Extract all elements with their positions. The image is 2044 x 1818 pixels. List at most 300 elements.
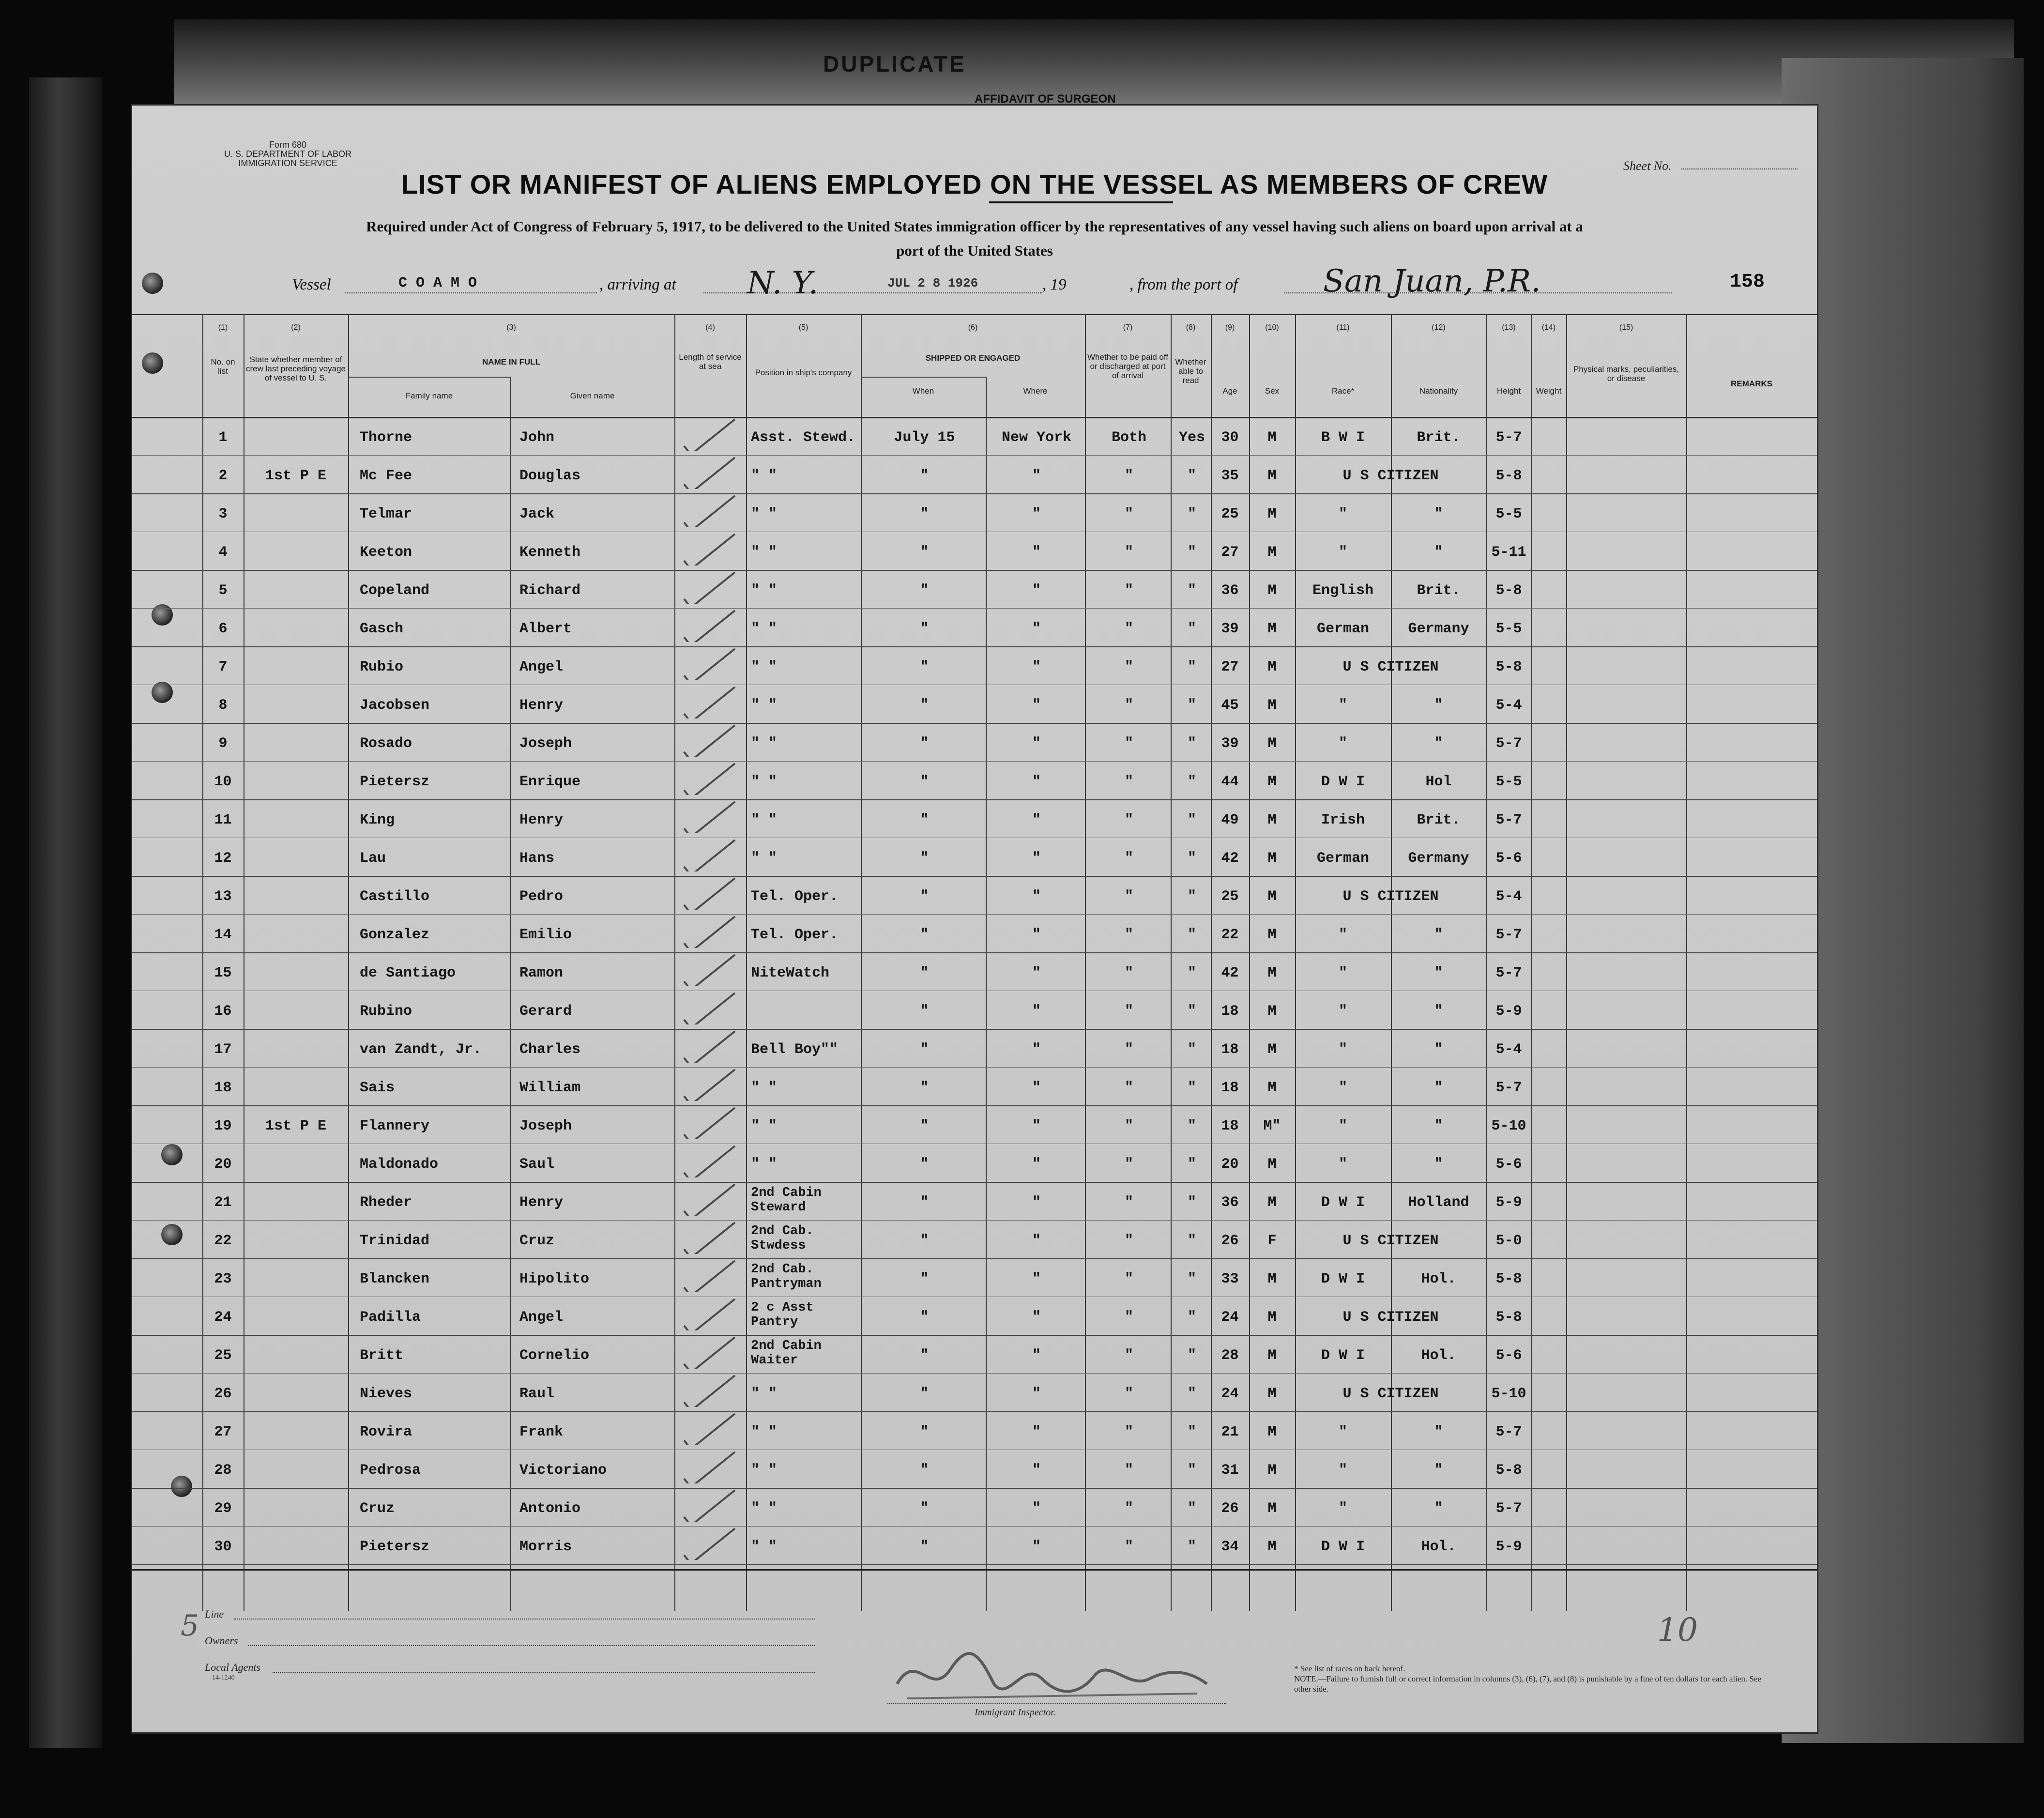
cell-age: 26 [1221,1233,1239,1249]
column-number: (15) [1619,323,1633,332]
column-number: (8) [1186,323,1196,332]
cell-sex: M" [1263,1118,1281,1134]
cell-given: Saul [519,1156,555,1173]
cell-nationality: " [1434,1080,1443,1096]
cell-family: Thorne [360,429,412,446]
cell-position: Asst. Stewd. [751,429,856,446]
cell-race: " [1338,1424,1347,1440]
cell-read: " [1187,468,1196,484]
cell-given: Victoriano [519,1462,607,1479]
header-sex: Sex [1265,386,1280,396]
cell-age: 18 [1221,1041,1239,1058]
cell-height: 5-8 [1495,1271,1522,1287]
cell-where: " [1032,812,1041,828]
cell-when: " [920,927,929,943]
cell-nationality: " [1434,1156,1443,1173]
cell-height: 5-7 [1495,927,1522,943]
cell-when: " [920,1233,929,1249]
cell-read: " [1187,1118,1196,1134]
cell-read: " [1187,1462,1196,1479]
cell-read: Yes [1178,429,1205,446]
table-row [132,1450,1817,1488]
cell-nationality: " [1434,735,1443,752]
cell-when: " [920,1271,929,1287]
vessel-label: Vessel [292,276,331,293]
cell-no: 15 [214,965,232,981]
table-row [132,1067,1817,1105]
cell-sex: M [1267,1003,1277,1020]
cell-no: 23 [214,1271,232,1287]
cell-paid: " [1124,1462,1133,1479]
row-divider [132,1564,1817,1565]
cell-paid: " [1124,735,1133,752]
header-age: Age [1222,386,1237,396]
cell-age: 35 [1221,468,1239,484]
cell-given: Henry [519,812,564,828]
check-mark-icon [674,723,742,757]
column-number: (4) [705,323,715,332]
cell-nationality: Brit. [1417,429,1461,446]
check-mark-icon [674,1297,742,1330]
cell-family: Gonzalez [360,927,430,943]
cell-race: " [1338,1156,1347,1173]
cell-race: " [1338,697,1347,714]
check-mark-icon [674,1488,742,1522]
cell-family: Padilla [360,1309,421,1326]
cell-age: 49 [1221,812,1239,828]
name-subheader-line [348,377,510,378]
cell-read: " [1187,659,1196,675]
cell-sex: M [1267,621,1277,637]
cell-where: " [1032,1194,1041,1211]
cell-position: 2nd Cabin Steward [751,1186,822,1215]
header-able-to-read: Whether able to read [1175,357,1206,385]
cell-age: 44 [1221,774,1239,790]
cell-age: 25 [1221,888,1239,905]
cell-age: 22 [1221,927,1239,943]
cell-paid: " [1124,927,1133,943]
owners-signature-line [248,1645,815,1646]
column-number: (9) [1225,323,1235,332]
table-row [132,685,1817,723]
table-row [132,1297,1817,1335]
cell-age: 31 [1221,1462,1239,1479]
cell-race: " [1338,1500,1347,1517]
header-previous-voyage: State whether member of crew last preceding voyage of vessel to U. S. [246,355,346,382]
table-row [132,838,1817,876]
table-row [132,1105,1817,1144]
cell-where: " [1032,1080,1041,1096]
cell-family: Castillo [360,888,430,905]
cell-when: " [920,582,929,599]
check-mark-icon [674,608,742,642]
cell-height: 5-4 [1495,888,1522,905]
cell-read: " [1187,1156,1196,1173]
cell-no: 26 [214,1386,232,1402]
cell-nationality: " [1434,697,1443,714]
page-number: 158 [1730,271,1765,293]
cell-age: 26 [1221,1500,1239,1517]
table-top-border [132,314,1817,315]
header-when: When [912,386,934,396]
cell-family: Rovira [360,1424,412,1440]
cell-position: " " [751,582,778,599]
cell-nationality: " [1434,1003,1443,1020]
cell-age: 18 [1221,1080,1239,1096]
cell-paid: " [1124,812,1133,828]
cell-age: 25 [1221,506,1239,522]
cell-nationality: " [1434,506,1443,522]
cell-age: 20 [1221,1156,1239,1173]
cell-race: " [1338,735,1347,752]
header-name-in-full: NAME IN FULL [482,357,540,367]
cell-where: " [1032,1118,1041,1134]
cell-no: 28 [214,1462,232,1479]
cell-paid: " [1124,544,1133,561]
cell-read: " [1187,1041,1196,1058]
check-mark-icon [674,1220,742,1254]
cell-race: " [1338,1003,1347,1020]
cell-read: " [1187,965,1196,981]
owners-label: Owners [205,1635,238,1647]
cell-position: " " [751,812,778,828]
cell-nationality: Holland [1408,1194,1469,1211]
cell-race: " [1338,927,1347,943]
table-bottom-border [132,1569,1817,1571]
cell-sex: M [1267,774,1277,790]
cell-family: de Santiago [360,965,456,981]
cell-read: " [1187,888,1196,905]
cell-sex: M [1267,506,1277,522]
cell-sex: M [1267,1386,1277,1402]
cell-where: " [1032,544,1041,561]
cell-sex: M [1267,735,1277,752]
form-title: LIST OR MANIFEST OF ALIENS EMPLOYED ON THE VESSEL AS MEMBERS OF CREW [401,169,1548,199]
cell-where: " [1032,659,1041,675]
cell-race: D W I [1321,1271,1365,1287]
header-nationality: Nationality [1419,386,1458,396]
table-row [132,914,1817,952]
check-mark-icon [674,532,742,565]
cell-no: 13 [214,888,232,905]
cell-position: " " [751,1080,778,1096]
column-number: (6) [968,323,978,332]
cell-paid: " [1124,1194,1133,1211]
cell-nationality: Brit. [1417,582,1461,599]
table-row [132,952,1817,991]
cell-given: Angel [519,659,564,675]
check-mark-icon [674,1373,742,1407]
title-underline [989,201,1173,203]
table-row [132,799,1817,838]
cell-paid: Both [1111,429,1146,446]
cell-nationality: " [1434,1500,1443,1517]
cell-no: 2 [218,468,228,484]
cell-position: NiteWatch [751,965,830,981]
cell-no: 5 [218,582,228,599]
vessel-name-line [345,292,597,293]
inspector-label: Immigrant Inspector. [975,1707,1056,1718]
cell-read: " [1187,1233,1196,1249]
cell-sex: M [1267,544,1277,561]
cell-when: " [920,1386,929,1402]
cell-age: 28 [1221,1347,1239,1364]
cell-paid: " [1124,1271,1133,1287]
cell-when: " [920,659,929,675]
header-weight: Weight [1536,386,1562,396]
cell-age: 36 [1221,1194,1239,1211]
cell-race: D W I [1321,1347,1365,1364]
check-mark-icon [674,1258,742,1292]
cell-no: 18 [214,1080,232,1096]
header-race: Race* [1331,386,1355,396]
cell-height: 5-6 [1495,850,1522,867]
cell-no: 4 [218,544,228,561]
cell-height: 5-8 [1495,468,1522,484]
cell-age: 27 [1221,544,1239,561]
cell-paid: " [1124,774,1133,790]
cell-position: " " [751,774,778,790]
cell-given: Gerard [519,1003,572,1020]
cell-nationality: " [1434,1462,1443,1479]
cell-paid: " [1124,1080,1133,1096]
cell-read: " [1187,1539,1196,1555]
cell-when: " [920,468,929,484]
cell-height: 5-5 [1495,621,1522,637]
cell-position: " " [751,1118,778,1134]
table-row [132,1258,1817,1297]
header-position: Position in ship's company [755,368,852,377]
cell-paid: " [1124,1500,1133,1517]
cell-position: " " [751,1462,778,1479]
cell-when: " [920,965,929,981]
cell-given: Charles [519,1041,581,1058]
cell-when: " [920,697,929,714]
cell-when: " [920,621,929,637]
cell-where: " [1032,735,1041,752]
cell-no: 27 [214,1424,232,1440]
header-no-on-list: No. on list [211,357,235,376]
cell-read: " [1187,582,1196,599]
year-label: , 19 [1042,276,1067,293]
cell-family: Rosado [360,735,412,752]
cell-height: 5-7 [1495,1080,1522,1096]
cell-race: " [1338,965,1347,981]
cell-nationality: " [1434,1118,1443,1134]
cell-where: " [1032,1309,1041,1326]
arrival-date-stamp: JUL 2 8 1926 [887,276,978,290]
cell-family: Mc Fee [360,468,412,484]
cell-height: 5-0 [1495,1233,1522,1249]
cell-when: " [920,812,929,828]
cell-no: 8 [218,697,228,714]
table-row [132,1182,1817,1220]
cell-height: 5-11 [1491,544,1526,561]
cell-paid: " [1124,1424,1133,1440]
local-agents-label: Local Agents [205,1661,261,1673]
cell-where: " [1032,850,1041,867]
cell-family: Jacobsen [360,697,430,714]
cell-family: Gasch [360,621,404,637]
cell-paid: " [1124,621,1133,637]
cell-where: " [1032,1424,1041,1440]
cell-where: " [1032,506,1041,522]
cell-race: U S CITIZEN [1342,1386,1439,1402]
cell-when: " [920,888,929,905]
check-mark-icon [674,1067,742,1101]
cell-race: U S CITIZEN [1342,888,1439,905]
check-mark-icon [674,799,742,833]
cell-race: " [1338,1462,1347,1479]
cell-paid: " [1124,468,1133,484]
header-height: Height [1496,386,1521,396]
cell-where: " [1032,468,1041,484]
cell-height: 5-7 [1495,735,1522,752]
cell-paid: " [1124,1156,1133,1173]
cell-when: July 15 [894,429,955,446]
cell-read: " [1187,544,1196,561]
table-row [132,570,1817,608]
cell-height: 5-7 [1495,1500,1522,1517]
cell-race: German [1316,621,1370,637]
column-number: (10) [1265,323,1279,332]
cell-sex: M [1267,1347,1277,1364]
cell-when: " [920,1347,929,1364]
cell-sex: M [1267,468,1277,484]
check-mark-icon [674,455,742,489]
cell-no: 22 [214,1233,232,1249]
affidavit-of-surgeon-label: AFFIDAVIT OF SURGEON [975,92,1116,106]
check-mark-icon [674,1450,742,1483]
cell-paid: " [1124,1118,1133,1134]
cell-position: " " [751,1539,778,1555]
cell-sex: M [1267,812,1277,828]
cell-race: D W I [1321,1194,1365,1211]
cell-race: " [1338,506,1347,522]
cell-prev: 1st P E [265,468,327,484]
cell-family: Keeton [360,544,412,561]
cell-paid: " [1124,1539,1133,1555]
cell-read: " [1187,1080,1196,1096]
cell-no: 9 [218,735,228,752]
cell-family: Blancken [360,1271,430,1287]
cell-given: Henry [519,697,564,714]
cell-read: " [1187,621,1196,637]
cell-sex: M [1267,1156,1277,1173]
cell-nationality: Hol. [1421,1271,1456,1287]
cell-no: 1 [218,429,228,446]
cell-read: " [1187,1003,1196,1020]
from-port: San Juan, P.R. [1323,263,1541,299]
cell-no: 11 [214,812,232,828]
cell-race: German [1316,850,1370,867]
cell-no: 21 [214,1194,232,1211]
column-number: (2) [291,323,301,332]
cell-read: " [1187,1194,1196,1211]
cell-given: Angel [519,1309,564,1326]
cell-given: Cruz [519,1233,555,1249]
cell-race: " [1338,1118,1347,1134]
cell-family: King [360,812,395,828]
check-mark-icon [674,417,742,451]
cell-height: 5-9 [1495,1539,1522,1555]
cell-age: 24 [1221,1309,1239,1326]
cell-read: " [1187,1347,1196,1364]
cell-height: 5-5 [1495,774,1522,790]
cell-age: 39 [1221,735,1239,752]
from-port-label: , from the port of [1129,276,1238,293]
cell-paid: " [1124,1386,1133,1402]
cell-sex: M [1267,582,1277,599]
cell-read: " [1187,697,1196,714]
cell-family: Sais [360,1080,395,1096]
cell-paid: " [1124,850,1133,867]
cell-paid: " [1124,1309,1133,1326]
column-number: (12) [1432,323,1446,332]
arriving-label: , arriving at [599,276,676,293]
table-row [132,723,1817,761]
cell-no: 30 [214,1539,232,1555]
cell-where: " [1032,1271,1041,1287]
cell-given: Raul [519,1386,555,1402]
form-subtitle-line-2: port of the United States [896,242,1053,259]
table-row [132,876,1817,914]
cell-age: 27 [1221,659,1239,675]
cell-family: Rubino [360,1003,412,1020]
table-row [132,646,1817,685]
cell-family: Maldonado [360,1156,439,1173]
cell-family: Telmar [360,506,412,522]
cell-position: 2nd Cab. Stwdess [751,1224,814,1253]
cell-family: Rheder [360,1194,412,1211]
cell-nationality: Hol. [1421,1539,1456,1555]
cell-where: " [1032,927,1041,943]
cell-position: " " [751,468,778,484]
cell-paid: " [1124,659,1133,675]
cell-position: " " [751,544,778,561]
check-mark-icon [674,914,742,948]
cell-paid: " [1124,582,1133,599]
cell-read: " [1187,1271,1196,1287]
cell-nationality: Hol [1425,774,1452,790]
table-row [132,1488,1817,1526]
cell-nationality: " [1434,1041,1443,1058]
cell-where: " [1032,1156,1041,1173]
cell-no: 20 [214,1156,232,1173]
cell-read: " [1187,506,1196,522]
check-mark-icon [674,646,742,680]
check-mark-icon [674,570,742,604]
cell-family: Pietersz [360,774,430,790]
header-remarks: REMARKS [1731,379,1772,388]
cell-age: 18 [1221,1003,1239,1020]
cell-where: " [1032,888,1041,905]
cell-no: 12 [214,850,232,867]
cell-height: 5-7 [1495,1424,1522,1440]
cell-sex: M [1267,1424,1277,1440]
cell-family: Nieves [360,1386,412,1402]
cell-when: " [920,1080,929,1096]
cell-sex: M [1267,850,1277,867]
table-row [132,1373,1817,1411]
cell-position: " " [751,1500,778,1517]
cell-given: Ramon [519,965,564,981]
table-row [132,1411,1817,1450]
column-number: (1) [218,323,228,332]
cell-position: Bell Boy"" [751,1041,839,1058]
cell-sex: M [1267,965,1277,981]
service-name: IMMIGRATION SERVICE [238,158,337,168]
